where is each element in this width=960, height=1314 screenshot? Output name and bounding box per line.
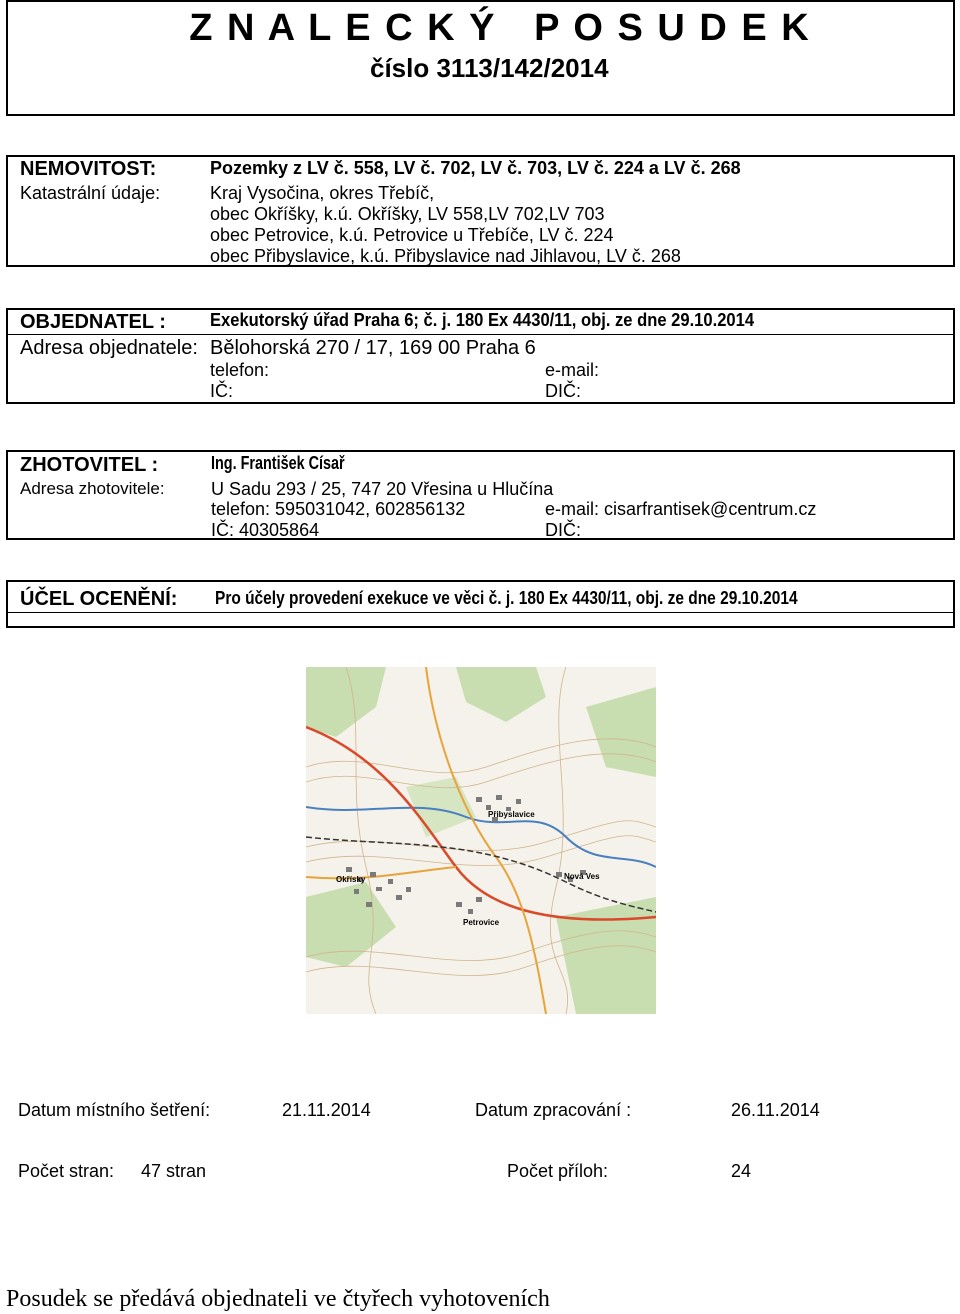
client-address: Bělohorská 270 / 17, 169 00 Praha 6 bbox=[210, 337, 536, 359]
client-value: Exekutorský úřad Praha 6; č. j. 180 Ex 4430/11, obj. ze dne 29.10.2014 bbox=[210, 310, 755, 330]
document-number: číslo 3113/142/2014 bbox=[370, 53, 609, 83]
processing-date-value: 26.11.2014 bbox=[731, 1100, 820, 1120]
cadastral-line: obec Přibyslavice, k.ú. Přibyslavice nad Jihlavou, LV č. 268 bbox=[210, 246, 681, 266]
cadastral-line: obec Petrovice, k.ú. Petrovice u Třebíče, LV č. 224 bbox=[210, 225, 614, 245]
contractor-label: ZHOTOVITEL : bbox=[20, 454, 159, 476]
map-label-petrovice: Petrovice bbox=[463, 918, 500, 927]
contractor-value: Ing. František Císař bbox=[211, 453, 345, 473]
survey-date-label: Datum místního šetření: bbox=[18, 1100, 211, 1120]
map-label-nova-ves: Nová Ves bbox=[564, 872, 600, 881]
client-dic: DIČ: bbox=[545, 381, 581, 401]
contractor-email: e-mail: cisarfrantisek@centrum.cz bbox=[545, 499, 817, 519]
pages-label: Počet stran: bbox=[18, 1161, 115, 1181]
client-address-label: Adresa objednatele: bbox=[20, 337, 198, 359]
pages-value: 47 stran bbox=[141, 1161, 207, 1181]
contractor-address-label: Adresa zhotovitele: bbox=[20, 479, 165, 498]
cadastral-line: obec Okříšky, k.ú. Okříšky, LV 558,LV 702,LV 703 bbox=[210, 204, 605, 224]
processing-date-label: Datum zpracování : bbox=[475, 1100, 632, 1120]
purpose-label: ÚČEL OCENĚNÍ: bbox=[20, 588, 178, 610]
document-title: Z N A L E C K Ý P O S U D E K bbox=[189, 7, 811, 49]
client-phone: telefon: bbox=[210, 360, 270, 380]
property-value: Pozemky z LV č. 558, LV č. 702, LV č. 703, LV č. 224 a LV č. 268 bbox=[210, 158, 741, 178]
client-divider bbox=[6, 334, 955, 335]
property-label: NEMOVITOST: bbox=[20, 158, 157, 180]
map-graphic bbox=[306, 667, 656, 1014]
purpose-divider bbox=[6, 612, 955, 613]
client-email: e-mail: bbox=[545, 360, 600, 380]
client-ic: IČ: bbox=[210, 381, 234, 401]
contractor-dic: DIČ: bbox=[545, 520, 581, 540]
purpose-value: Pro účely provedení exekuce ve věci č. j. 180 Ex 4430/11, obj. ze dne 29.10.2014 bbox=[215, 588, 798, 608]
contractor-phone: telefon: 595031042, 602856132 bbox=[211, 499, 466, 519]
cadastral-line: Kraj Vysočina, okres Třebíč, bbox=[210, 183, 435, 203]
attachments-value: 24 bbox=[731, 1161, 752, 1181]
location-map bbox=[306, 667, 656, 1014]
contractor-address: U Sadu 293 / 25, 747 20 Vřesina u Hlučína bbox=[211, 479, 554, 499]
contractor-ic: IČ: 40305864 bbox=[211, 520, 320, 540]
attachments-label: Počet příloh: bbox=[507, 1161, 609, 1181]
footer-note: Posudek se předává objednateli ve čtyřech vyhotoveních bbox=[6, 1286, 550, 1312]
survey-date-value: 21.11.2014 bbox=[282, 1100, 371, 1120]
map-label-okrisky: Okřísky bbox=[336, 875, 366, 884]
client-label: OBJEDNATEL : bbox=[20, 311, 166, 333]
map-label-pribyslavice: Přibyslavice bbox=[488, 810, 535, 819]
cadastral-label: Katastrální údaje: bbox=[20, 183, 161, 203]
